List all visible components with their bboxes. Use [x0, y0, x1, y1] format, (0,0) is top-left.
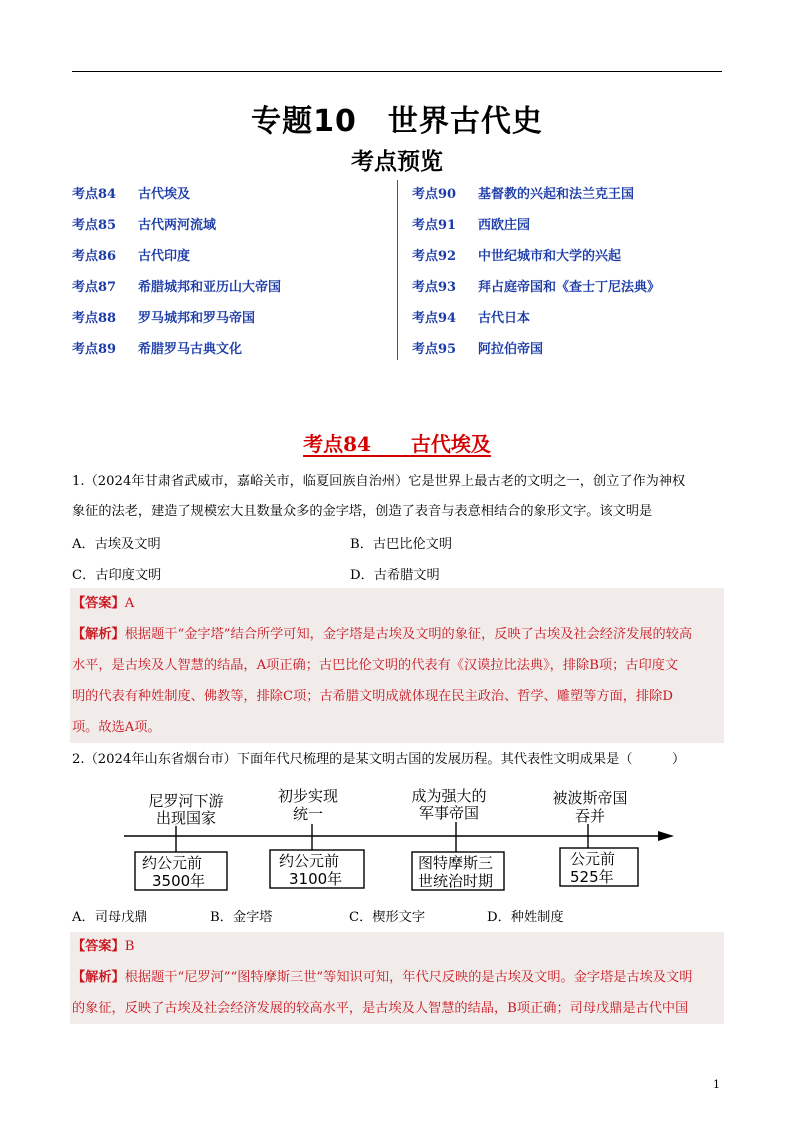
timeline-label-bottom: 出现国家 [155, 809, 217, 827]
toc-divider [397, 180, 398, 360]
analysis-text: 根据题干“金字塔”结合所学可知，金字塔是古埃及文明的象征，反映了古埃及社会经济发展的较高 [124, 627, 693, 642]
timeline-diagram [118, 784, 680, 896]
toc-name: 中世纪城市和大学的兴起 [478, 249, 622, 264]
q1-analysis-line1 [72, 625, 724, 645]
analysis-tag: 【解析】 [72, 970, 125, 985]
section-code: 考点84 [303, 432, 371, 456]
answer-tag: 【答案】 [72, 596, 125, 611]
q1-stem-line2: 象征的法老，建造了规模宏大且数量众多的金字塔，创造了表音与表意相结合的象形文字。该文明是 [72, 504, 653, 519]
timeline-date-line1: 公元前 [570, 850, 616, 868]
toc-item[interactable] [412, 338, 660, 369]
q1-stem-line1: 1.（2024年甘肃省武威市，嘉峪关市，临夏回族自治州）它是世界上最古老的文明之一，创立了作为神权 [72, 474, 686, 489]
timeline-date-line2: 世统治时期 [418, 872, 494, 890]
page-subtitle: 考点预览 [351, 149, 443, 175]
q2-stem-line1: 2.（2024年山东省烟台市）下面年代尺梳理的是某文明古国的发展历程。其代表性文明成果是（ ） [72, 752, 686, 767]
timeline-label-bottom: 统一 [292, 805, 324, 823]
section-heading [0, 428, 794, 457]
toc-code: 考点88 [72, 311, 117, 326]
toc-item[interactable] [72, 338, 281, 369]
analysis-text: 根据题干“尼罗河”“图特摩斯三世”等知识可知，年代尺反映的是古埃及文明。金字塔是古埃及文明 [124, 970, 693, 985]
timeline-date-line2: 3500年 [152, 872, 206, 890]
toc-name: 基督教的兴起和法兰克王国 [478, 187, 635, 202]
section-name: 古代埃及 [410, 432, 491, 456]
toc-name: 古代日本 [478, 311, 531, 326]
toc-code: 考点90 [412, 187, 457, 202]
toc-name: 阿拉伯帝国 [478, 342, 544, 357]
q2-option-a[interactable]: A．司母戊鼎 [72, 910, 148, 925]
toc-item[interactable] [72, 183, 281, 214]
answer-value: B [124, 939, 135, 954]
toc-item[interactable] [412, 183, 660, 214]
q2-option-b[interactable]: B．金字塔 [210, 910, 273, 925]
q2-analysis-line2: 的象征，反映了古埃及社会经济发展的较高水平，是古埃及人智慧的结晶，B项正确；司母戊鼎是古代中国 [72, 1001, 689, 1016]
toc-item[interactable] [72, 276, 281, 307]
toc-left-column [72, 183, 281, 369]
toc-item[interactable] [412, 307, 660, 338]
toc-code: 考点86 [72, 249, 117, 264]
timeline-label-top: 初步实现 [277, 787, 339, 805]
timeline-date-line2: 3100年 [289, 870, 343, 888]
toc-code: 考点87 [72, 280, 117, 295]
toc-item[interactable] [72, 245, 281, 276]
timeline-label-bottom: 军事帝国 [418, 804, 480, 822]
page-title: 专题10 世界古代史 [251, 104, 543, 139]
toc-name: 希腊城邦和亚历山大帝国 [138, 280, 282, 295]
q1-option-d[interactable]: D．古希腊文明 [350, 568, 440, 583]
toc-code: 考点95 [412, 342, 457, 357]
q2-option-c[interactable]: C．楔形文字 [349, 910, 426, 925]
q1-analysis-line3: 明的代表有种姓制度、佛教等，排除C项；古希腊文明成就体现在民主政治、哲学、雕塑等方面，排除D [72, 689, 673, 704]
timeline-label-top: 成为强大的 [411, 787, 487, 805]
answer-tag: 【答案】 [72, 939, 125, 954]
toc-code: 考点94 [412, 311, 457, 326]
answer-value: A [124, 596, 135, 611]
timeline-label-top: 被波斯帝国 [552, 789, 628, 807]
toc-right-column [412, 183, 660, 369]
timeline-date-line1: 约公元前 [279, 852, 340, 870]
toc-name: 古代印度 [138, 249, 191, 264]
q1-answer-line [72, 594, 724, 614]
toc-item[interactable] [72, 214, 281, 245]
q2-analysis-line1 [72, 968, 724, 988]
page-number: 1 [713, 1078, 720, 1091]
toc-name: 古代两河流域 [138, 218, 217, 233]
toc-code: 考点91 [412, 218, 457, 233]
toc-code: 考点85 [72, 218, 117, 233]
timeline-date-line2: 525年 [570, 868, 614, 886]
q2-answer-line [72, 937, 724, 957]
toc-code: 考点89 [72, 342, 117, 357]
analysis-tag: 【解析】 [72, 627, 125, 642]
toc-item[interactable] [412, 276, 660, 307]
toc-code: 考点92 [412, 249, 457, 264]
section-gap [371, 432, 411, 456]
toc-code: 考点84 [72, 187, 117, 202]
q1-option-b[interactable]: B．古巴比伦文明 [350, 537, 453, 552]
q1-analysis-line2: 水平，是古埃及人智慧的结晶，A项正确；古巴比伦文明的代表有《汉谟拉比法典》，排除B项；古印度文 [72, 658, 679, 673]
toc-name: 西欧庄园 [478, 218, 531, 233]
q1-analysis-line4: 项。故选A项。 [72, 720, 161, 735]
q2-option-d[interactable]: D．种姓制度 [487, 910, 564, 925]
timeline-label-top: 尼罗河下游 [148, 792, 224, 810]
toc-name: 罗马城邦和罗马帝国 [138, 311, 256, 326]
timeline-date-line1: 图特摩斯三 [418, 854, 494, 872]
toc-name: 希腊罗马古典文化 [138, 342, 243, 357]
toc-item[interactable] [412, 245, 660, 276]
toc-name: 拜占庭帝国和《查士丁尼法典》 [478, 280, 661, 295]
timeline-date-line1: 约公元前 [142, 854, 203, 872]
toc-item[interactable] [72, 307, 281, 338]
toc-item[interactable] [412, 214, 660, 245]
header-rule [72, 71, 722, 72]
q1-option-c[interactable]: C．古印度文明 [72, 568, 162, 583]
timeline-label-bottom: 吞并 [574, 807, 606, 825]
toc-name: 古代埃及 [138, 187, 191, 202]
timeline-arrowhead [658, 831, 674, 841]
q1-option-a[interactable]: A．古埃及文明 [72, 537, 161, 552]
toc-code: 考点93 [412, 280, 457, 295]
